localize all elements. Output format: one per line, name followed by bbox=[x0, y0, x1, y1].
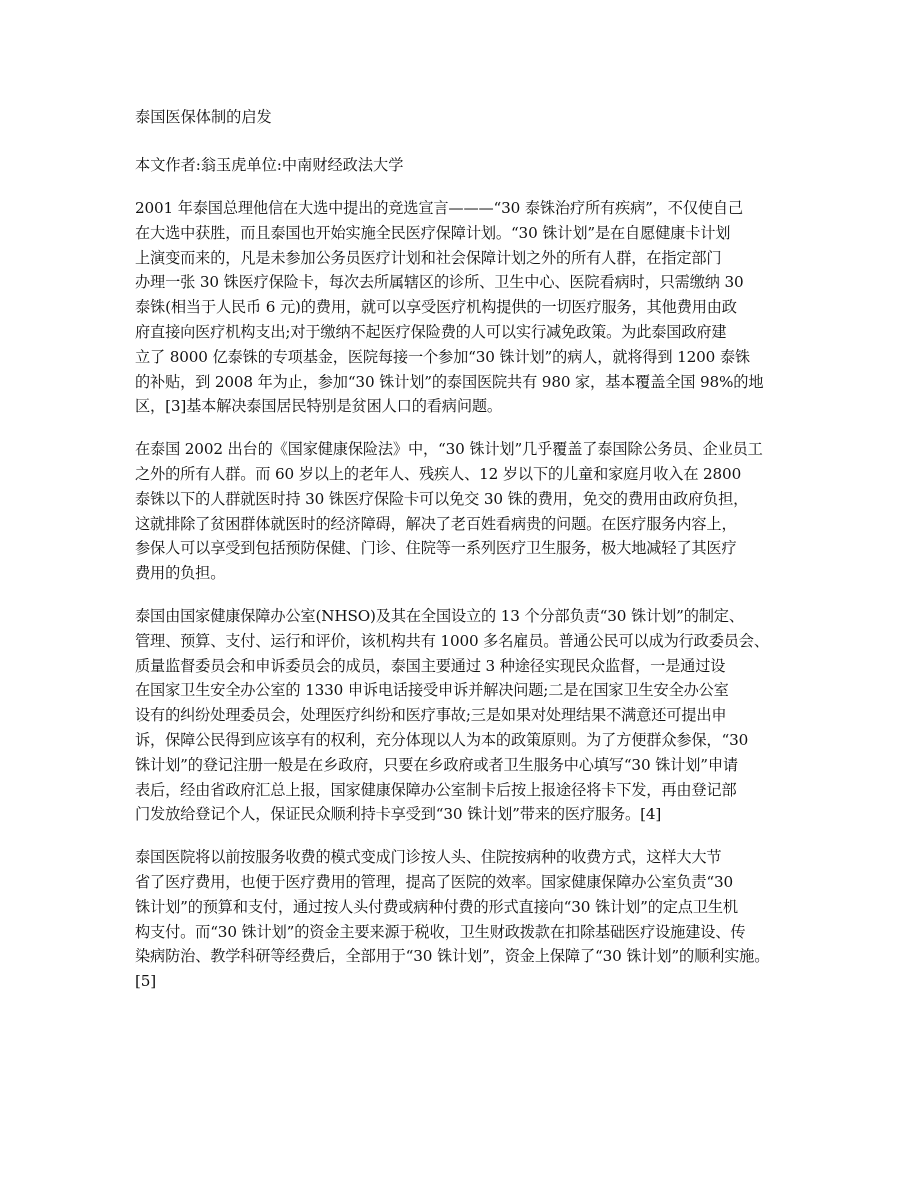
document-title: 泰国医保体制的启发 bbox=[135, 108, 272, 126]
text-line: 构支付。而“30 铢计划”的资金主要来源于税收，卫生财政拨款在扣除基础医疗设施建设、传 bbox=[135, 922, 746, 941]
text-line: 上演变而来的，凡是未参加公务员医疗计划和社会保障计划之外的所有人群，在指定部门 bbox=[135, 248, 722, 267]
paragraph bbox=[135, 437, 795, 586]
paragraph bbox=[135, 196, 795, 419]
document-body bbox=[135, 196, 795, 994]
text-line: 之外的所有人群。而 60 岁以上的老年人、残疾人、12 岁以下的儿童和家庭月收入在 2800 bbox=[135, 464, 742, 483]
text-line: 在国家卫生安全办公室的 1330 申诉电话接受申诉并解决问题;二是在国家卫生安全办公室 bbox=[135, 681, 729, 700]
text-line: 铢计划”的预算和支付，通过按人头付费或病种付费的形式直接向“30 铢计划”的定点卫生机 bbox=[135, 897, 738, 916]
text-line: 费用的负担。 bbox=[135, 564, 226, 583]
text-line: 设有的纠纷处理委员会，处理医疗纠纷和医疗事故;三是如果对处理结果不满意还可提出申 bbox=[135, 706, 727, 725]
text-line: 府直接向医疗机构支出;对于缴纳不起医疗保险费的人可以实行减免政策。为此泰国政府建 bbox=[135, 322, 727, 341]
text-line: 在大选中获胜，而且泰国也开始实施全民医疗保障计划。“30 铢计划”是在自愿健康卡计划 bbox=[135, 223, 731, 242]
text-line: 质量监督委员会和申诉委员会的成员，泰国主要通过 3 种途径实现民众监督，一是通过设 bbox=[135, 656, 726, 675]
text-line: [5] bbox=[135, 972, 157, 991]
text-line: 泰铢以下的人群就医时持 30 铢医疗保险卡可以免交 30 铢的费用，免交的费用由政府负担， bbox=[135, 489, 749, 508]
text-line: 诉，保障公民得到应该享有的权利，充分体现以人为本的政策原则。为了方便群众参保，“30 bbox=[135, 730, 749, 749]
text-line: 这就排除了贫困群体就医时的经济障碍，解决了老百姓看病贵的问题。在医疗服务内容上， bbox=[135, 514, 737, 533]
text-line: 参保人可以享受到包括预防保健、门诊、住院等一系列医疗卫生服务，极大地减轻了其医疗 bbox=[135, 539, 737, 558]
paragraph bbox=[135, 604, 795, 827]
text-line: 泰国由国家健康保障办公室(NHSO)及其在全国设立的 13 个分部负责“30 铢计划”的制定、 bbox=[135, 606, 744, 625]
text-line: 立了 8000 亿泰铢的专项基金，医院每接一个参加“30 铢计划”的病人，就将得到 1200 泰铢 bbox=[135, 347, 750, 366]
document-page bbox=[135, 104, 795, 1012]
text-line: 办理一张 30 铢医疗保险卡，每次去所属辖区的诊所、卫生中心、医院看病时，只需缴纳 30 bbox=[135, 273, 744, 292]
text-line: 铢计划”的登记注册一般是在乡政府，只要在乡政府或者卫生服务中心填写“30 铢计划”申请 bbox=[135, 755, 738, 774]
text-line: 管理、预算、支付、运行和评价，该机构共有 1000 多名雇员。普通公民可以成为行政委员会、 bbox=[135, 631, 769, 650]
text-line: 泰国医院将以前按服务收费的模式变成门诊按人头、住院按病种的收费方式，这样大大节 bbox=[135, 848, 722, 867]
text-line: 省了医疗费用，也便于医疗费用的管理，提高了医院的效率。国家健康保障办公室负责“30 bbox=[135, 872, 734, 891]
text-line: 染病防治、教学科研等经费后，全部用于“30 铢计划”，资金上保障了“30 铢计划”的顺利实施。 bbox=[135, 947, 770, 966]
paragraph bbox=[135, 845, 795, 994]
text-line: 区，[3]基本解决泰国居民特别是贫困人口的看病问题。 bbox=[135, 397, 502, 416]
author-byline: 本文作者:翁玉虎单位:中南财经政法大学 bbox=[135, 156, 404, 174]
text-line: 在泰国 2002 出台的《国家健康保险法》中，“30 铢计划”几乎覆盖了泰国除公务员、企业员工 bbox=[135, 440, 763, 459]
text-line: 2001 年泰国总理他信在大选中提出的竞选宣言———“30 泰铢治疗所有疾病”，不仅使自己 bbox=[135, 199, 743, 217]
text-line: 泰铢(相当于人民币 6 元)的费用，就可以享受医疗机构提供的一切医疗服务，其他费用由政 bbox=[135, 298, 737, 317]
text-line: 表后，经由省政府汇总上报，国家健康保障办公室制卡后按上报途径将卡下发，再由登记部 bbox=[135, 780, 737, 799]
text-line: 的补贴，到 2008 年为止，参加“30 铢计划”的泰国医院共有 980 家，基本覆盖全国 98%的地 bbox=[135, 372, 764, 391]
text-line: 门发放给登记个人，保证民众顺利持卡享受到“30 铢计划”带来的医疗服务。[4] bbox=[135, 805, 662, 824]
